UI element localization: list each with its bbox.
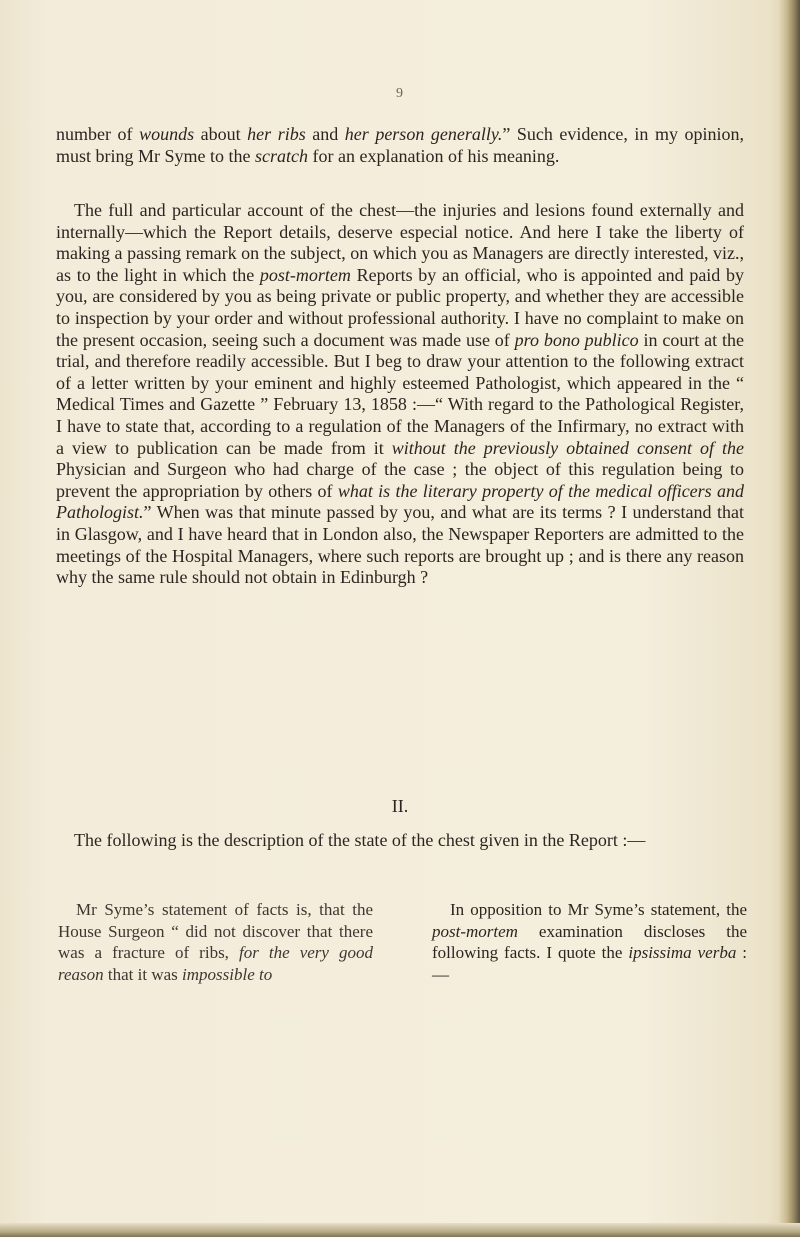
section-heading: II. <box>391 796 409 816</box>
page-edge-shadow <box>778 0 800 1237</box>
paragraph-1: number of wounds about her ribs and her person generally.” Such evidence, in my opinion, must bring Mr Syme to the scratch for an explanation of his meaning. <box>56 124 744 166</box>
left-column: Mr Syme’s statement of facts is, that the House Surgeon “ did not discover that there was a fracture of ribs, for the very good reason that it was impossible to <box>58 900 373 984</box>
paragraph-2: The full and particular account of the chest—the injuries and lesions found externally and internally—which the Report details, deserve especial notice. And here I take the liberty of making a passing remark on the subject, on which you as Managers are directly interested, viz., as to the light in which the post-mortem Reports by an official, who is appointed and paid by you, are considered by you as being private or public property, and whether they are accessible to inspection by your order and without professional authority. I have no complaint to make on the present occasion, seeing such a document was made use of pro bono publico in court at the trial, and therefore readily accessible. But I beg to draw your attention to the following extract of a letter written by your eminent and highly esteemed Pathologist, which appeared in the “ Medical Times and Gazette ” February 13, 1858 :—“ With regard to the Pathological Register, I have to state that, according to a regulation of the Managers of the Infirmary, no extract with a view to publication can be made from it without the previously obtained consent of the Physician and Surgeon who had charge of the case ; the object of this regulation being to prevent the appropriation by others of what is the literary property of the medical officers and Pathologist.” When was that minute passed by you, and what are its terms ? I understand that in Glasgow, and I have heard that in London also, the Newspaper Reporters are admitted to the meetings of the Hospital Managers, where such reports are brought up ; and is there any reason why the same rule should not obtain in Edinburgh ? <box>56 200 745 588</box>
page-bottom-edge <box>0 1223 800 1237</box>
page-number: 9 <box>396 86 404 101</box>
paragraph-3: The following is the description of the state of the chest given in the Report :— <box>74 830 646 850</box>
right-column: In opposition to Mr Syme’s statement, the post-mortem examination discloses the following facts. I quote the ipsissima verba :— <box>432 900 747 984</box>
